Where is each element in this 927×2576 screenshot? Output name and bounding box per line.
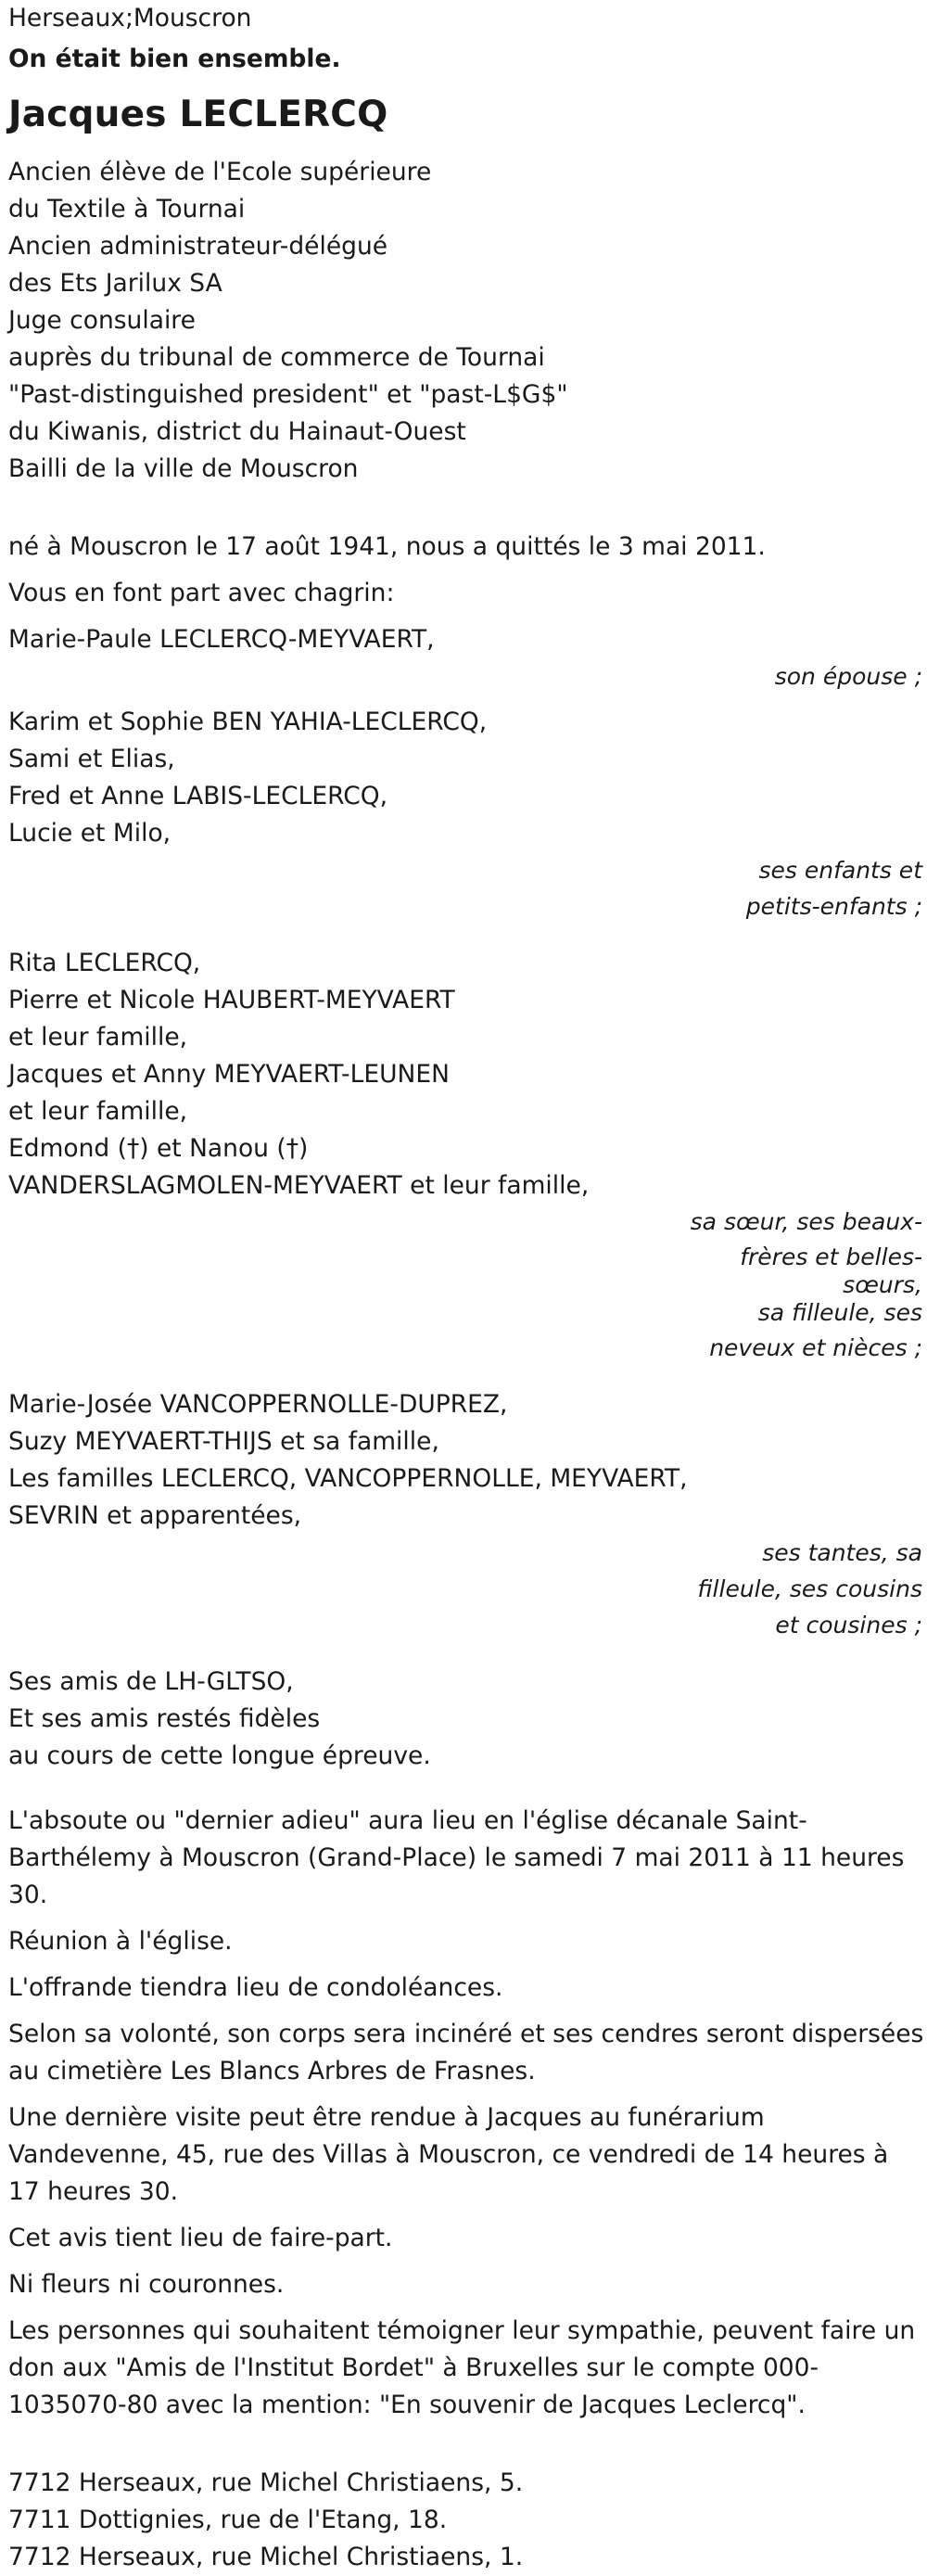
family-name-line: et leur famille, [8, 1097, 188, 1126]
title-line: du Textile à Tournai [8, 195, 246, 223]
title-line: "Past-distinguished president" et "past-L$G$" [8, 380, 568, 409]
family-name-line: Marie-Josée VANCOPPERNOLLE-DUPREZ, [8, 1390, 508, 1419]
family-name-line: Les familles LECLERCQ, VANCOPPERNOLLE, MEYVAERT, [8, 1464, 688, 1493]
address-line: 7712 Herseaux, rue Michel Christiaens, 5. [8, 2468, 524, 2497]
relation-line: sa sœur, ses beaux- [690, 1208, 922, 1235]
family-name-line: Marie-Paule LECLERCQ-MEYVAERT, [8, 625, 435, 654]
title-line: du Kiwanis, district du Hainaut-Ouest [8, 417, 466, 446]
ceremony-paragraph: L'absoute ou "dernier adieu" aura lieu en l'église décanale Saint-Barthélemy à Mouscron (Grand-Place) le samedi 7 mai 2011 à 11 heures 30. [8, 1806, 905, 1909]
ceremony-paragraph: L'offrande tiendra lieu de condoléances. [8, 1973, 503, 2002]
title-line: Bailli de la ville de Mouscron [8, 454, 359, 483]
ceremony-paragraph: Réunion à l'église. [8, 1927, 233, 1956]
ceremony-paragraph: Ni fleurs ni couronnes. [8, 2270, 285, 2299]
title-line: Ancien administrateur-délégué [8, 232, 388, 261]
relation-line: sa filleule, ses [757, 1299, 922, 1326]
title-line: Juge consulaire [8, 306, 196, 335]
ceremony-paragraph: Une dernière visite peut être rendue à Jacques au funérarium Vandevenne, 45, rue des Villas à Mouscron, ce vendredi de 14 heures à 17 heures 30. [8, 2103, 889, 2206]
family-name-line: Karim et Sophie BEN YAHIA-LECLERCQ, [8, 708, 488, 736]
family-name-line: Pierre et Nicole HAUBERT-MEYVAERT [8, 986, 455, 1014]
friends-line: Et ses amis restés fidèles [8, 1704, 321, 1733]
address-line: 7711 Dottignies, rue de l'Etang, 18. [8, 2506, 448, 2534]
family-name-line: SEVRIN et apparentées, [8, 1501, 302, 1530]
addresses [8, 2465, 922, 2576]
deceased-name: Jacques LECLERCQ [8, 94, 388, 135]
family-name-line: Rita LECLERCQ, [8, 949, 201, 977]
relation-line: ses enfants et [758, 857, 922, 884]
titles-list [8, 154, 922, 488]
address-line: 7712 Herseaux, rue Michel Christiaens, 1. [8, 2543, 524, 2571]
friends-line: Ses amis de LH-GLTSO, [8, 1667, 294, 1696]
family-name-line: Edmond (†) et Nanou (†) [8, 1134, 309, 1163]
relation-line: neveux et nièces ; [709, 1334, 922, 1361]
family-name-line: Lucie et Milo, [8, 819, 171, 848]
title-line: auprès du tribunal de commerce de Tournai [8, 343, 545, 372]
relation-line: et cousines ; [775, 1612, 922, 1639]
location: Herseaux;Mouscron [8, 4, 252, 32]
ceremony-paragraph: Selon sa volonté, son corps sera incinéré et ses cendres seront dispersées au cimetière Les Blancs Arbres de Frasnes. [8, 2020, 924, 2085]
relation-line: filleule, ses cousins [697, 1575, 922, 1602]
family-spouse [8, 621, 922, 695]
relation-line: sœurs, [843, 1271, 922, 1298]
ceremony-paragraph: Les personnes qui souhaitent témoigner leur sympathie, peuvent faire un don aux "Amis de l'Institut Bordet" à Bruxelles sur le compte 000-1035070-80 avec la mention: "En souvenir de Jacques Leclercq". [8, 2316, 916, 2419]
tagline: On était bien ensemble. [8, 45, 341, 73]
ceremony-details [8, 1803, 926, 2424]
family-name-line: Sami et Elias, [8, 745, 175, 773]
family-name-line: Fred et Anne LABIS-LECLERCQ, [8, 782, 388, 810]
title-line: Ancien élève de l'Ecole supérieure [8, 158, 432, 186]
friends [8, 1664, 922, 1775]
friends-line: au cours de cette longue épreuve. [8, 1741, 431, 1770]
relation-line: ses tantes, sa [762, 1539, 922, 1566]
relation-line: petits-enfants ; [745, 893, 922, 920]
relation-line: son épouse ; [774, 663, 922, 690]
family-children [8, 704, 922, 925]
family-siblings [8, 945, 922, 1366]
family-name-line: Suzy MEYVAERT-THIJS et sa famille, [8, 1427, 439, 1456]
family-name-line: et leur famille, [8, 1023, 188, 1052]
intro-line: Vous en font part avec chagrin: [8, 579, 395, 607]
title-line: des Ets Jarilux SA [8, 269, 222, 298]
family-name-line: VANDERSLAGMOLEN-MEYVAERT et leur famille, [8, 1171, 590, 1200]
relation-line: frères et belles- [740, 1243, 922, 1270]
obituary-notice [8, 0, 922, 2576]
family-name-line: Jacques et Anny MEYVAERT-LEUNEN [8, 1060, 450, 1089]
ceremony-paragraph: Cet avis tient lieu de faire-part. [8, 2224, 393, 2252]
birth-death: né à Mouscron le 17 août 1941, nous a quittés le 3 mai 2011. [8, 532, 766, 561]
family-aunts [8, 1386, 922, 1643]
